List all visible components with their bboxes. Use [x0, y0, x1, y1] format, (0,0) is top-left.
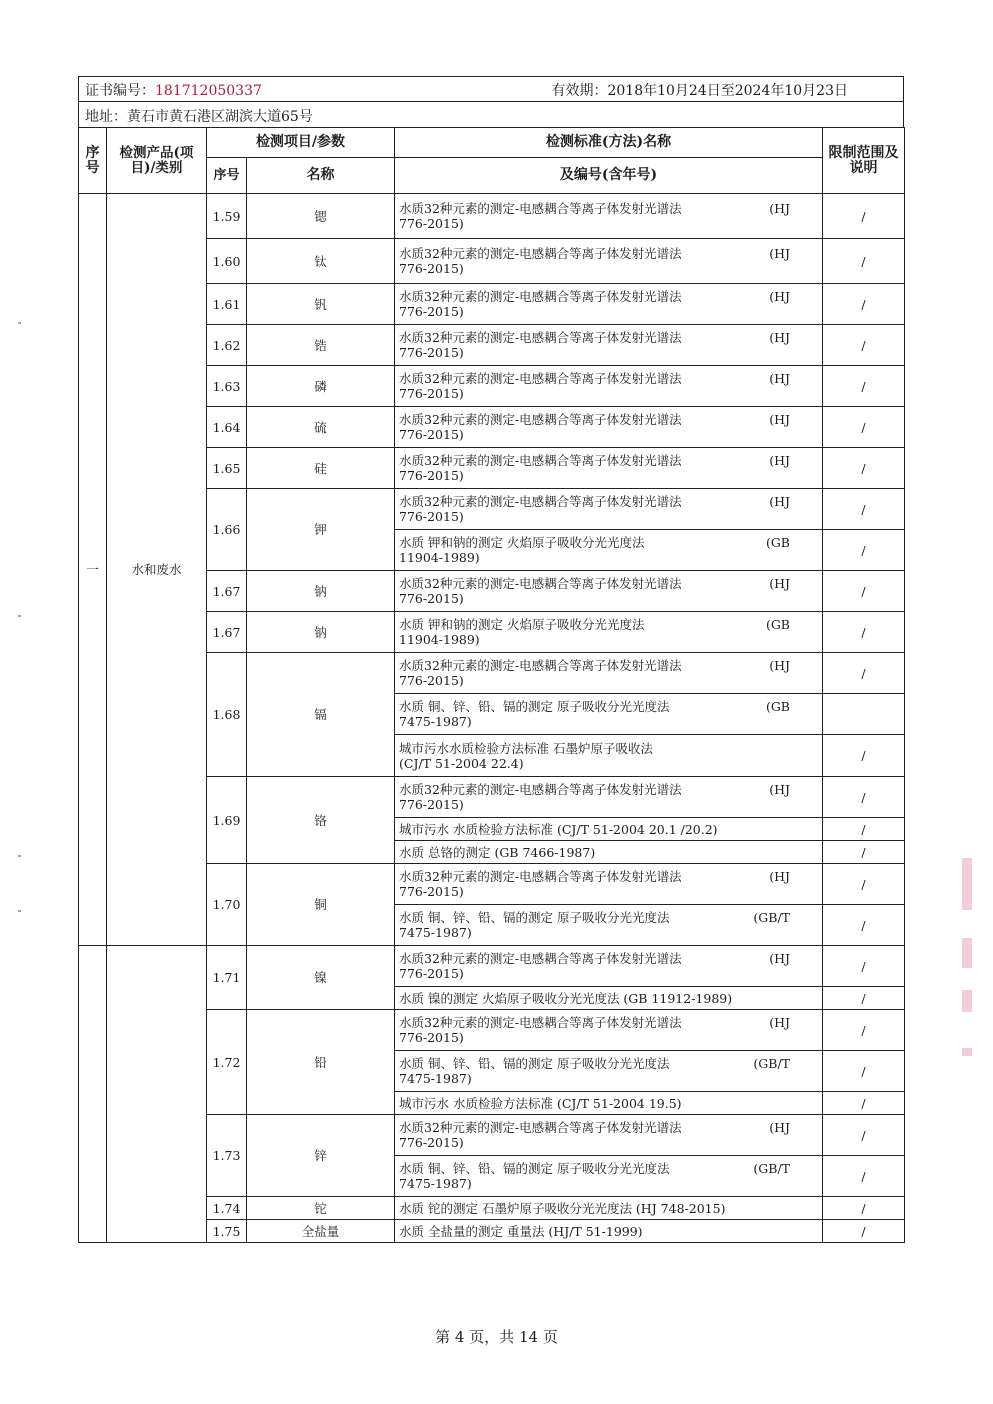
- item-seq: 1.61: [207, 284, 247, 325]
- col-limit: 限制范围及说明: [823, 128, 905, 194]
- item-seq: 1.64: [207, 407, 247, 448]
- item-name: 镍: [247, 946, 395, 1010]
- standard-cell: [395, 1197, 823, 1220]
- standard-name: 水质32种元素的测定-电感耦合等离子体发射光谱法: [399, 371, 682, 386]
- standard-code: (GB: [765, 617, 790, 632]
- standard-name: 水质32种元素的测定-电感耦合等离子体发射光谱法: [399, 658, 682, 673]
- standard-cell: [395, 407, 823, 448]
- standard-code-cont: 776-2015): [399, 427, 464, 442]
- standard-cell: [395, 194, 823, 239]
- standard-name: 水质 总铬的测定 (GB 7466-1987): [399, 844, 596, 860]
- standard-cell: [395, 530, 823, 571]
- col-item-group: 检测项目/参数: [207, 128, 395, 158]
- standard-code-cont: 11904-1989): [399, 632, 480, 647]
- limit-cell: /: [823, 987, 905, 1010]
- standard-cell: [395, 448, 823, 489]
- limit-cell: /: [823, 946, 905, 987]
- standard-name: 水质32种元素的测定-电感耦合等离子体发射光谱法: [399, 201, 682, 216]
- item-seq: 1.63: [207, 366, 247, 407]
- standard-code-cont: 776-2015): [399, 591, 464, 606]
- item-name: 锆: [247, 325, 395, 366]
- standard-name: 城市污水 水质检验方法标准 (CJ/T 51-2004 19.5): [399, 1095, 682, 1111]
- col-standard: 检测标准(方法)名称: [395, 128, 823, 158]
- standard-code: (HJ: [769, 289, 790, 304]
- item-seq: 1.75: [207, 1220, 247, 1243]
- limit-cell: /: [823, 1010, 905, 1051]
- item-seq: 1.73: [207, 1115, 247, 1197]
- item-name: 钠: [247, 571, 395, 612]
- standard-code: (HJ: [769, 658, 790, 673]
- standard-cell: [395, 1092, 823, 1115]
- standard-cell: [395, 1051, 823, 1092]
- limit-cell: /: [823, 239, 905, 284]
- standard-name: 水质 铜、锌、铅、镉的测定 原子吸收分光光度法: [399, 910, 670, 925]
- standard-name: 水质32种元素的测定-电感耦合等离子体发射光谱法: [399, 453, 682, 468]
- limit-cell: /: [823, 194, 905, 239]
- limit-cell: /: [823, 1156, 905, 1197]
- address-row: [78, 101, 904, 127]
- standard-code: (GB/T: [753, 1056, 790, 1071]
- item-seq: 1.66: [207, 489, 247, 571]
- item-seq: 1.67: [207, 571, 247, 612]
- standard-code-cont: 776-2015): [399, 386, 464, 401]
- col-seq: 序号: [79, 128, 107, 194]
- item-name: 铬: [247, 777, 395, 864]
- standard-code-cont: 776-2015): [399, 509, 464, 524]
- standard-name: 水质 铜、锌、铅、镉的测定 原子吸收分光光度法: [399, 699, 670, 714]
- standard-name: 水质32种元素的测定-电感耦合等离子体发射光谱法: [399, 330, 682, 345]
- standard-cell: [395, 841, 823, 864]
- standard-code: (HJ: [769, 412, 790, 427]
- category-name: 水和废水: [107, 194, 207, 946]
- limit-cell: /: [823, 325, 905, 366]
- standard-cell: [395, 735, 823, 777]
- standard-cell: [395, 987, 823, 1010]
- limit-cell: /: [823, 1115, 905, 1156]
- item-name: 钒: [247, 284, 395, 325]
- col-item-seq: 序号: [207, 158, 247, 194]
- limit-cell: /: [823, 366, 905, 407]
- standard-code-cont: 776-2015): [399, 304, 464, 319]
- standard-cell: [395, 777, 823, 818]
- limit-cell: /: [823, 841, 905, 864]
- standard-code-cont: 7475-1987): [399, 1176, 472, 1191]
- standard-name: 水质32种元素的测定-电感耦合等离子体发射光谱法: [399, 576, 682, 591]
- standard-name: 水质32种元素的测定-电感耦合等离子体发射光谱法: [399, 494, 682, 509]
- standard-code-cont: (CJ/T 51-2004 22.4): [399, 755, 524, 771]
- standard-name: 水质32种元素的测定-电感耦合等离子体发射光谱法: [399, 289, 682, 304]
- standard-cell: [395, 1156, 823, 1197]
- standard-code-cont: 7475-1987): [399, 925, 472, 940]
- item-name: 镉: [247, 653, 395, 777]
- limit-cell: /: [823, 653, 905, 694]
- limit-cell: /: [823, 1197, 905, 1220]
- table-body: [79, 194, 905, 1243]
- standard-code-cont: 776-2015): [399, 884, 464, 899]
- standard-code-cont: 776-2015): [399, 216, 464, 231]
- standard-cell: [395, 653, 823, 694]
- item-seq: 1.60: [207, 239, 247, 284]
- certificate-header: [78, 76, 904, 101]
- item-seq: 1.62: [207, 325, 247, 366]
- standard-code-cont: 776-2015): [399, 1135, 464, 1150]
- standard-code: (HJ: [769, 246, 790, 261]
- standard-cell: [395, 694, 823, 735]
- category-name-cont: [107, 946, 207, 1243]
- validity-period: 有效期：2018年10月24日至2024年10月23日: [551, 83, 848, 99]
- standard-cell: [395, 571, 823, 612]
- col-standard-2: 及编号(含年号): [395, 158, 823, 194]
- item-seq: 1.70: [207, 864, 247, 946]
- standard-code: (HJ: [769, 201, 790, 216]
- page-number: 第 4 页，共 14 页: [435, 1328, 558, 1346]
- col-item-name: 名称: [247, 158, 395, 194]
- item-name: 锶: [247, 194, 395, 239]
- item-seq: 1.65: [207, 448, 247, 489]
- standard-code-cont: 776-2015): [399, 673, 464, 688]
- standard-code: (GB: [765, 699, 790, 714]
- standard-code-cont: 11904-1989): [399, 550, 480, 565]
- standard-cell: [395, 366, 823, 407]
- standard-name: 城市污水水质检验方法标准 石墨炉原子吸收法: [399, 740, 653, 756]
- limit-cell: /: [823, 489, 905, 530]
- limit-cell: /: [823, 571, 905, 612]
- scan-mark: [18, 855, 21, 857]
- seal-edge: [962, 1048, 972, 1056]
- standard-name: 水质32种元素的测定-电感耦合等离子体发射光谱法: [399, 1015, 682, 1030]
- standard-name: 水质 铜、锌、铅、镉的测定 原子吸收分光光度法: [399, 1056, 670, 1071]
- item-seq: 1.59: [207, 194, 247, 239]
- certificate-number: 证书编号：181712050337: [85, 83, 262, 99]
- standard-code-cont: 776-2015): [399, 966, 464, 981]
- item-name: 磷: [247, 366, 395, 407]
- limit-cell: [823, 694, 905, 735]
- standard-name: 水质32种元素的测定-电感耦合等离子体发射光谱法: [399, 412, 682, 427]
- standard-code: (GB: [765, 535, 790, 550]
- seal-edge: [962, 990, 972, 1012]
- standard-cell: [395, 284, 823, 325]
- item-name: 钾: [247, 489, 395, 571]
- col-product: 检测产品(项目)/类别: [107, 128, 207, 194]
- standard-cell: [395, 818, 823, 841]
- standard-code: (HJ: [769, 576, 790, 591]
- standard-cell: [395, 489, 823, 530]
- standard-code: (HJ: [769, 782, 790, 797]
- item-seq: 1.71: [207, 946, 247, 1010]
- standard-code: (HJ: [769, 1015, 790, 1030]
- limit-cell: /: [823, 735, 905, 777]
- limit-cell: /: [823, 530, 905, 571]
- limit-cell: /: [823, 818, 905, 841]
- standard-cell: [395, 612, 823, 653]
- standard-code: (HJ: [769, 951, 790, 966]
- standard-cell: [395, 239, 823, 284]
- standard-name: 水质32种元素的测定-电感耦合等离子体发射光谱法: [399, 951, 682, 966]
- limit-cell: /: [823, 864, 905, 905]
- category-seq-cont: [79, 946, 107, 1243]
- seal-edge: [962, 938, 972, 968]
- standard-name: 水质 镍的测定 火焰原子吸收分光光度法 (GB 11912-1989): [399, 990, 733, 1006]
- standard-cell: [395, 1220, 823, 1243]
- item-name: 铊: [247, 1197, 395, 1220]
- standard-code: (HJ: [769, 1120, 790, 1135]
- scan-mark: [18, 322, 21, 324]
- standard-name: 水质 钾和钠的测定 火焰原子吸收分光光度法: [399, 617, 645, 632]
- address: 地址：黄石市黄石港区湖滨大道65号: [85, 109, 313, 125]
- standard-name: 水质32种元素的测定-电感耦合等离子体发射光谱法: [399, 782, 682, 797]
- standard-code: (HJ: [769, 453, 790, 468]
- standard-name: 水质 铊的测定 石墨炉原子吸收分光光度法 (HJ 748-2015): [399, 1200, 726, 1216]
- limit-cell: /: [823, 905, 905, 946]
- standard-code-cont: 7475-1987): [399, 1071, 472, 1086]
- item-seq: 1.69: [207, 777, 247, 864]
- standard-name: 水质32种元素的测定-电感耦合等离子体发射光谱法: [399, 1120, 682, 1135]
- item-name: 全盐量: [247, 1220, 395, 1243]
- table-row: [79, 194, 905, 239]
- item-name: 铜: [247, 864, 395, 946]
- standard-code: (HJ: [769, 330, 790, 345]
- standard-name: 城市污水 水质检验方法标准 (CJ/T 51-2004 20.1 /20.2): [399, 821, 718, 837]
- scan-mark: [18, 910, 21, 912]
- standard-code: (HJ: [769, 494, 790, 509]
- standard-cell: [395, 1010, 823, 1051]
- standard-name: 水质 铜、锌、铅、镉的测定 原子吸收分光光度法: [399, 1161, 670, 1176]
- standard-code-cont: 776-2015): [399, 345, 464, 360]
- standard-cell: [395, 1115, 823, 1156]
- seal-edge: [962, 858, 972, 910]
- item-name: 钛: [247, 239, 395, 284]
- item-name: 钠: [247, 612, 395, 653]
- standard-name: 水质 全盐量的测定 重量法 (HJ/T 51-1999): [399, 1223, 643, 1239]
- item-seq: 1.72: [207, 1010, 247, 1115]
- standard-name: 水质 钾和钠的测定 火焰原子吸收分光光度法: [399, 535, 645, 550]
- limit-cell: /: [823, 448, 905, 489]
- standard-code: (GB/T: [753, 910, 790, 925]
- standard-name: 水质32种元素的测定-电感耦合等离子体发射光谱法: [399, 869, 682, 884]
- standard-cell: [395, 946, 823, 987]
- standard-cell: [395, 905, 823, 946]
- item-seq: 1.68: [207, 653, 247, 777]
- standard-code: (HJ: [769, 869, 790, 884]
- test-items-table: [78, 127, 905, 1243]
- item-name: 锌: [247, 1115, 395, 1197]
- standard-code-cont: 776-2015): [399, 1030, 464, 1045]
- category-seq: 一: [79, 194, 107, 946]
- standard-code: (GB/T: [753, 1161, 790, 1176]
- limit-cell: /: [823, 284, 905, 325]
- standard-cell: [395, 864, 823, 905]
- item-name: 硅: [247, 448, 395, 489]
- standard-name: 水质32种元素的测定-电感耦合等离子体发射光谱法: [399, 246, 682, 261]
- limit-cell: /: [823, 1051, 905, 1092]
- item-seq: 1.74: [207, 1197, 247, 1220]
- limit-cell: /: [823, 612, 905, 653]
- standard-cell: [395, 325, 823, 366]
- item-name: 硫: [247, 407, 395, 448]
- limit-cell: /: [823, 1220, 905, 1243]
- limit-cell: /: [823, 407, 905, 448]
- standard-code-cont: 776-2015): [399, 797, 464, 812]
- item-name: 铅: [247, 1010, 395, 1115]
- standard-code: (HJ: [769, 371, 790, 386]
- limit-cell: /: [823, 1092, 905, 1115]
- standard-code-cont: 7475-1987): [399, 714, 472, 729]
- item-seq: 1.67: [207, 612, 247, 653]
- standard-code-cont: 776-2015): [399, 261, 464, 276]
- table-row: [79, 946, 905, 987]
- scan-mark: [18, 615, 21, 617]
- standard-code-cont: 776-2015): [399, 468, 464, 483]
- limit-cell: /: [823, 777, 905, 818]
